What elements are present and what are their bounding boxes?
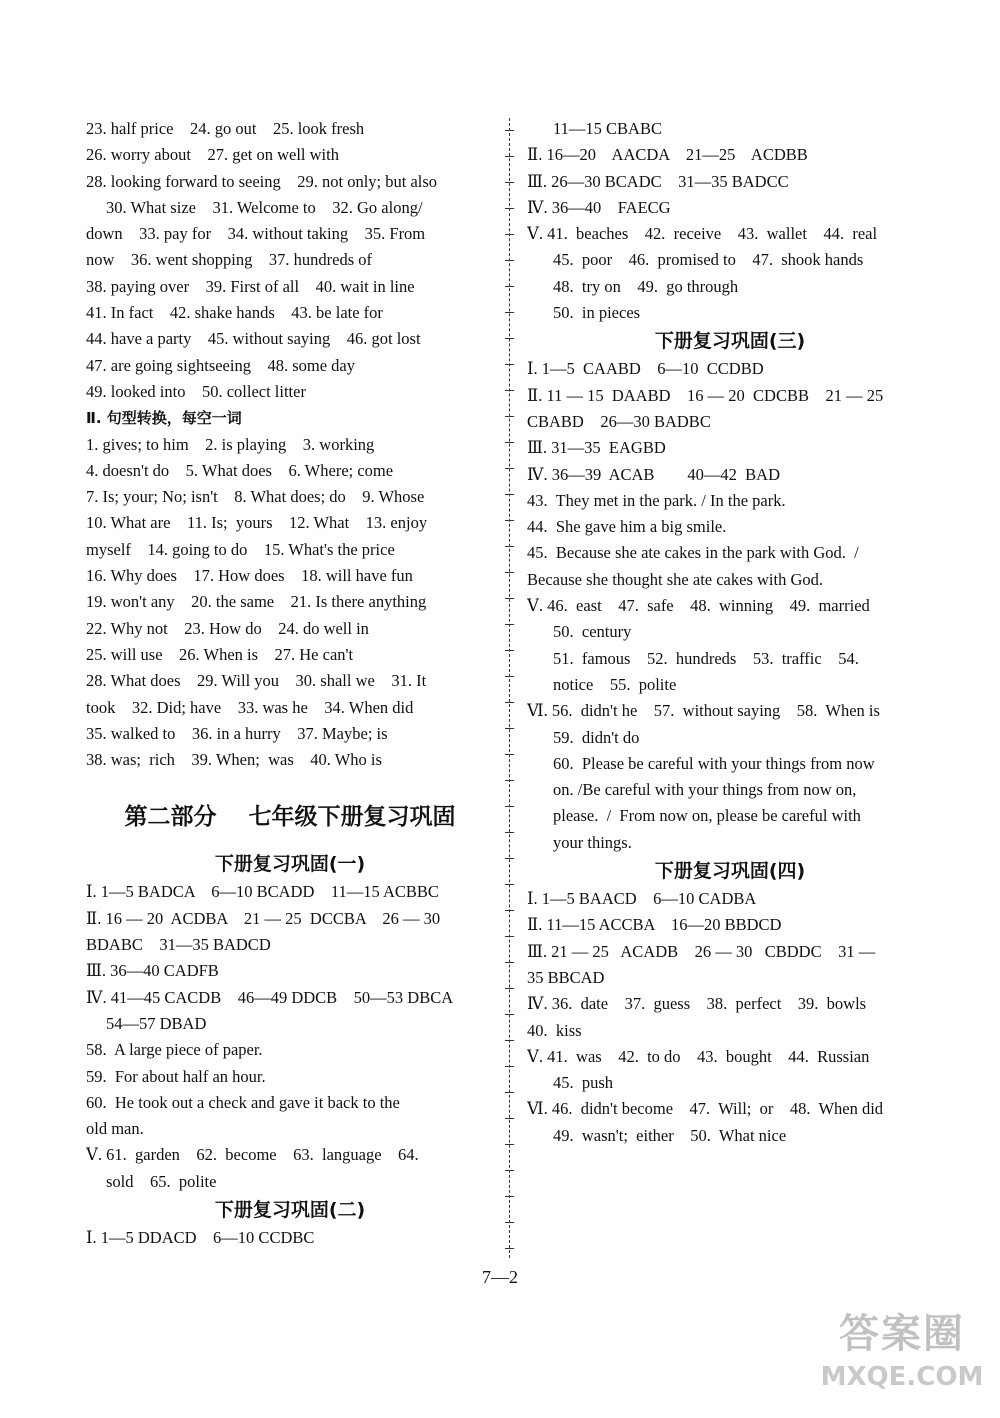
answer-line: 28. What does 29. Will you 30. shall we 31. It [86,671,427,691]
divider-tick [505,390,514,391]
answer-line: CBABD 26—30 BADBC [527,411,711,431]
divider-tick [505,884,514,885]
part-heading: 第二部分 七年级下册复习巩固 [124,804,456,831]
answer-line: myself 14. going to do 15. What's the price [86,539,395,559]
answer-line: 49. looked into 50. collect litter [86,381,306,401]
left-column [86,116,494,1251]
divider-tick [505,598,514,599]
answer-line: Ⅳ. 36. date 37. guess 38. perfect 39. bowls [527,994,867,1014]
divider-tick [505,1248,514,1249]
divider-tick [505,494,514,495]
answer-line: 50. century [553,622,632,642]
divider-tick [505,338,514,339]
page-number: 7—2 [482,1267,518,1287]
answer-line: Ⅰ. 1—5 DDACD 6—10 CCDBC [86,1227,315,1247]
divider-tick [505,208,514,209]
answer-line: Ⅴ. 61. garden 62. become 63. language 64. [86,1145,419,1165]
divider-tick [505,1040,514,1041]
answer-line: 51. famous 52. hundreds 53. traffic 54. [553,648,859,668]
answer-line: 16. Why does 17. How does 18. will have fun [86,566,413,586]
divider-tick [505,1222,514,1223]
right-column [527,116,933,1149]
answer-line: 22. Why not 23. How do 24. do well in [86,618,369,638]
answer-line: 59. didn't do [553,727,640,747]
answer-line: 59. For about half an hour. [86,1066,266,1086]
answer-line: Ⅲ. 26—30 BCADC 31—35 BADCC [527,171,789,191]
answer-line: 35. walked to 36. in a hurry 37. Maybe; is [86,723,388,743]
divider-tick [505,1196,514,1197]
section-heading: 下册复习巩固(三) [654,330,806,353]
watermark-logo [818,1308,986,1404]
answer-line: now 36. went shopping 37. hundreds of [86,250,372,270]
answer-line: Ⅳ. 36—39 ACAB 40—42 BAD [527,464,781,484]
answer-line: 58. A large piece of paper. [86,1040,263,1060]
answer-line: down 33. pay for 34. without taking 35. From [86,224,426,244]
divider-tick [505,832,514,833]
answer-line: 45. Because she ate cakes in the park with God. / [527,543,859,563]
answer-line: 49. wasn't; either 50. What nice [553,1125,787,1145]
divider-tick [505,988,514,989]
divider-tick [505,520,514,521]
section-heading: 下册复习巩固(二) [214,1198,366,1221]
answer-line: 44. She gave him a big smile. [527,517,727,537]
answer-line: 41. In fact 42. shake hands 43. be late for [86,303,383,323]
answer-line: Ⅴ. 46. east 47. safe 48. winning 49. married [527,596,870,616]
answer-line: Ⅳ. 36—40 FAECG [527,197,671,217]
answer-line: 60. He took out a check and gave it back to the [86,1092,400,1112]
answer-line: took 32. Did; have 33. was he 34. When did [86,697,414,717]
divider-tick [505,780,514,781]
divider-tick [505,650,514,651]
answer-line: Ⅱ. 16—20 AACDA 21—25 ACDBB [527,145,808,165]
answer-line: old man. [86,1119,144,1139]
divider-tick [505,1066,514,1067]
answer-line: 23. half price 24. go out 25. look fresh [86,119,365,138]
divider-tick [505,416,514,417]
divider-tick [505,286,514,287]
answer-line: 7. Is; your; No; isn't 8. What does; do 9. Whose [86,487,425,507]
answer-line: sold 65. polite [106,1171,217,1191]
divider-tick [505,1092,514,1093]
answer-line: 54—57 DBAD [106,1013,207,1033]
answer-line: 35 BBCAD [527,967,605,987]
answer-line: Ⅲ. 36—40 CADFB [86,961,219,981]
divider-tick [505,676,514,677]
divider-tick [505,546,514,547]
divider-tick [505,156,514,157]
divider-tick [505,1144,514,1145]
answer-line: Ⅱ. 11 — 15 DAABD 16 — 20 CDCBB 21 — 25 [527,385,884,405]
section-heading: 下册复习巩固(一) [214,853,366,876]
answer-line: 50. in pieces [553,303,641,323]
answer-line: 30. What size 31. Welcome to 32. Go along/ [106,197,423,217]
answer-line: 25. will use 26. When is 27. He can't [86,644,354,664]
answer-line: Because she thought she ate cakes with God. [527,569,824,589]
divider-tick [505,858,514,859]
answer-line: 40. kiss [527,1020,582,1040]
divider-tick [505,364,514,365]
answer-line: Ⅴ. 41. beaches 42. receive 43. wallet 44. real [527,224,878,244]
divider-tick [505,312,514,313]
answer-line: Ⅴ. 41. was 42. to do 43. bought 44. Russian [527,1046,870,1066]
divider-tick [505,468,514,469]
answer-line: Ⅰ. 1—5 BAACD 6—10 CADBA [527,889,757,909]
answer-line: 26. worry about 27. get on well with [86,145,339,165]
subsection-heading: Ⅱ. 句型转换，每空一词 [86,409,242,428]
answer-line: 45. push [553,1073,614,1093]
column-divider [509,118,510,1258]
divider-tick [505,754,514,755]
divider-tick [505,1118,514,1119]
divider-tick [505,806,514,807]
divider-tick [505,260,514,261]
divider-tick [505,130,514,131]
divider-tick [505,442,514,443]
divider-tick [505,728,514,729]
watermark-url: MXQE.COM [820,1362,984,1392]
answer-line: your things. [553,832,632,852]
answer-line: 10. What are 11. Is; yours 12. What 13. enjoy [86,513,428,533]
answer-line: 48. try on 49. go through [553,276,739,296]
answer-line: on. /Be careful with your things from now on, [553,780,857,800]
divider-tick [505,624,514,625]
answer-line: Ⅵ. 56. didn't he 57. without saying 58. When is [527,701,880,721]
answer-line: Ⅱ. 11—15 ACCBA 16—20 BBDCD [527,915,782,935]
divider-tick [505,962,514,963]
answer-line: 43. They met in the park. / In the park. [527,490,786,510]
answer-line: notice 55. polite [553,674,677,694]
answer-line: 47. are going sightseeing 48. some day [86,355,355,375]
answer-line: Ⅲ. 31—35 EAGBD [527,438,666,458]
answer-line: 60. Please be careful with your things from now [553,753,875,773]
answer-line: 1. gives; to him 2. is playing 3. working [86,434,375,454]
answer-line: 11—15 CBABC [553,119,662,138]
section-heading: 下册复习巩固(四) [654,860,806,883]
answer-line: 38. paying over 39. First of all 40. wait in line [86,276,415,296]
divider-tick [505,234,514,235]
answer-line: BDABC 31—35 BADCD [86,935,271,955]
answer-line: 28. looking forward to seeing 29. not only; but also [86,171,438,191]
divider-tick [505,936,514,937]
watermark-text: 答案圈 [839,1311,965,1357]
answer-line: Ⅰ. 1—5 BADCA 6—10 BCADD 11—15 ACBBC [86,882,439,902]
answer-line: 4. doesn't do 5. What does 6. Where; come [86,460,394,480]
divider-tick [505,572,514,573]
answer-line: Ⅲ. 21 — 25 ACADB 26 — 30 CBDDC 31 — [527,941,876,961]
answer-line: Ⅳ. 41—45 CACDB 46—49 DDCB 50—53 DBCA [86,987,454,1007]
answer-line: Ⅱ. 16 — 20 ACDBA 21 — 25 DCCBA 26 — 30 [86,908,441,928]
answer-line: 44. have a party 45. without saying 46. got lost [86,329,421,349]
divider-tick [505,910,514,911]
answer-line: 38. was; rich 39. When; was 40. Who is [86,750,382,770]
answer-line: 45. poor 46. promised to 47. shook hands [553,250,864,270]
divider-tick [505,182,514,183]
divider-tick [505,1014,514,1015]
divider-tick [505,702,514,703]
answer-line: 19. won't any 20. the same 21. Is there anything [86,592,427,612]
answer-line: Ⅰ. 1—5 CAABD 6—10 CCDBD [527,359,764,379]
answer-line: Ⅵ. 46. didn't become 47. Will; or 48. When did [527,1099,884,1119]
answer-line: please. / From now on, please be careful with [553,806,861,826]
divider-tick [505,1170,514,1171]
